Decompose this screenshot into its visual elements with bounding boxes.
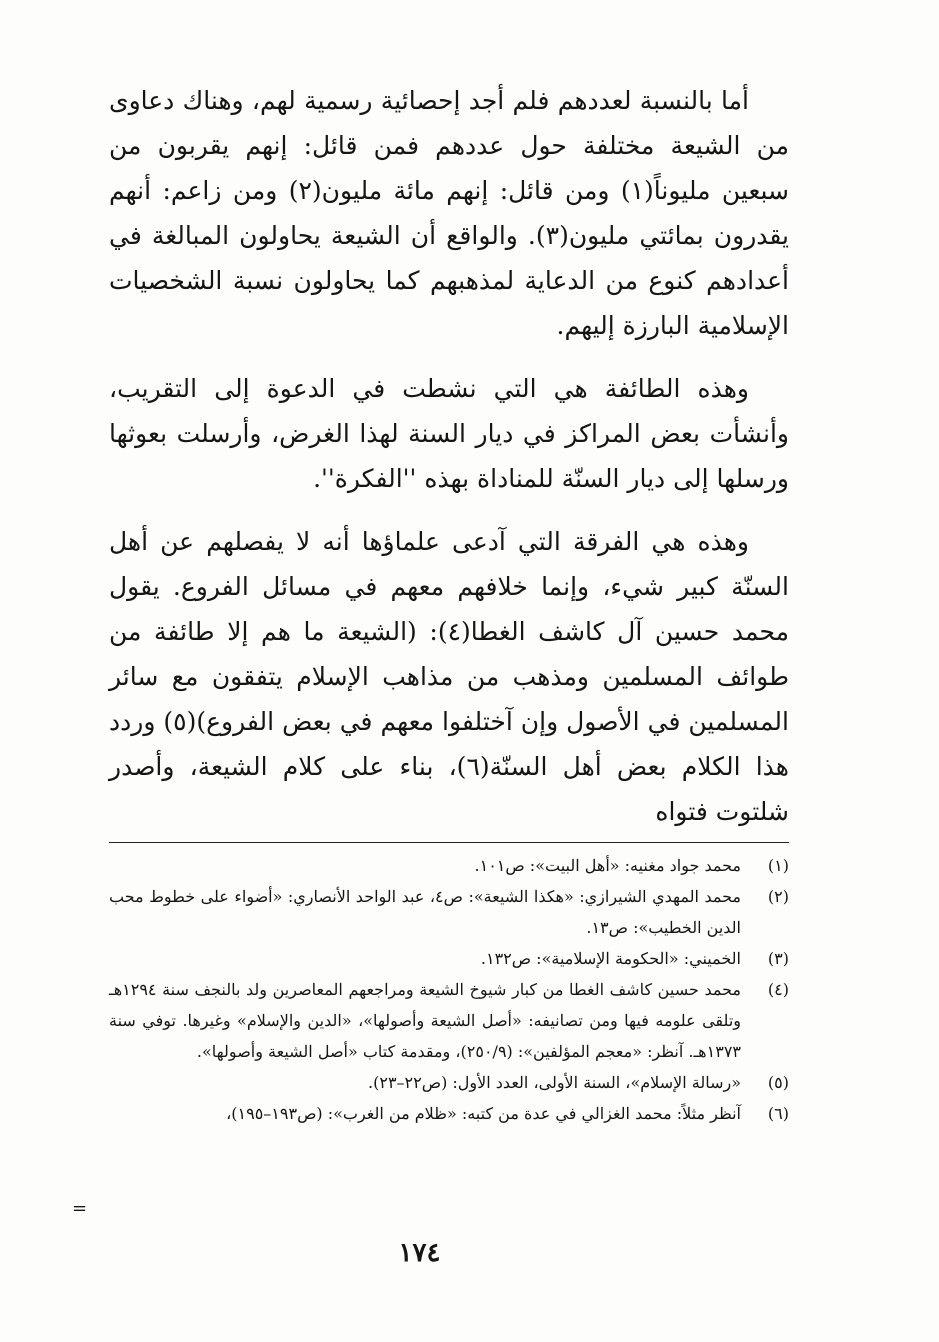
footnote-4 <box>109 974 789 1067</box>
footnote-text: آنظر مثلاً: محمد الغزالي في عدة من كتبه: «ظلام من الغرب»: (ص١٩٣–١٩٥)، <box>226 1104 741 1123</box>
footnote-separator <box>109 842 789 843</box>
paragraph-2: وهذه الطائفة هي التي نشطت في الدعوة إلى التقريب، وأنشأت بعض المراكز في ديار السنة لهذا الغرض، وأرسلت بعوثها ورسلها إلى ديار السنّة للمناداة بهذه ''الفكرة''. <box>109 374 789 493</box>
footnote-text: الخميني: «الحكومة الإسلامية»: ص١٣٢. <box>480 949 741 968</box>
footnote-1 <box>109 850 789 881</box>
footnote-3 <box>109 943 789 974</box>
footnotes <box>109 850 789 1129</box>
footnote-number: (٣) <box>767 949 789 968</box>
footnote-number: (٢) <box>767 887 789 906</box>
footnote-number: (١) <box>767 856 789 875</box>
main-body-text <box>109 78 789 852</box>
paragraph-3: وهذه هي الفرقة التي آدعى علماؤها أنه لا يفصلهم عن أهل السنّة كبير شيء، وإنما خلافهم معهم في مسائل الفروع. يقول محمد حسين آل كاشف الغطا(٤): (الشيعة ما هم إلا طائفة من طوائف المسلمين ومذهب من مذاهب الإسلام يتفقون مع سائر المسلمين في الأصول وإن آختلفوا معهم في بعض الفروع)(٥) وردد هذا الكلام بعض أهل السنّة(٦)، بناء على كلام الشيعة، وأصدر شلتوت فتواه <box>109 527 789 826</box>
footnote-text: «رسالة الإسلام»، السنة الأولى، العدد الأول: (ص٢٢–٢٣). <box>368 1073 741 1092</box>
continuation-mark: = <box>72 1198 88 1219</box>
footnote-text: محمد حسين كاشف الغطا من كبار شيوخ الشيعة ومراجعهم المعاصرين ولد بالنجف سنة ١٢٩٤هـ وتلقى علومه فيها ومن تصانيفه: «أصل الشيعة وأصولها»، «الدين والإسلام» وغيرها. توفي سنة ١٣٧٣هـ. آنظر: «معجم المؤلفين»: (٢٥٠/٩)، ومقدمة كتاب «أصل الشيعة وأصولها». <box>109 980 741 1061</box>
footnote-text: محمد المهدي الشيرازي: «هكذا الشيعة»: ص٤، عبد الواحد الأنصاري: «أضواء على خطوط محب الدين الخطيب»: ص١٣. <box>109 887 741 937</box>
paragraph-1: أما بالنسبة لعددهم فلم أجد إحصائية رسمية لهم، وهناك دعاوى من الشيعة مختلفة حول عددهم فمن قائل: إنهم يقربون من سبعين مليوناً(١) ومن قائل: إنهم مائة مليون(٢) ومن زاعم: أنهم يقدرون بمائتي مليون(٣). والواقع أن الشيعة يحاولون المبالغة في أعدادهم كنوع من الدعاية لمذهبهم كما يحاولون نسبة الشخصيات الإسلامية البارزة إليهم. <box>109 86 789 340</box>
footnote-2 <box>109 881 789 943</box>
footnote-number: (٤) <box>767 980 789 999</box>
footnote-number: (٥) <box>767 1073 789 1092</box>
footnote-text: محمد جواد مغنيه: «أهل البيت»: ص١٠١. <box>474 856 741 875</box>
footnote-6 <box>109 1098 789 1129</box>
footnote-number: (٦) <box>767 1104 789 1123</box>
page-number: ١٧٤ <box>398 1238 441 1268</box>
footnote-5 <box>109 1067 789 1098</box>
